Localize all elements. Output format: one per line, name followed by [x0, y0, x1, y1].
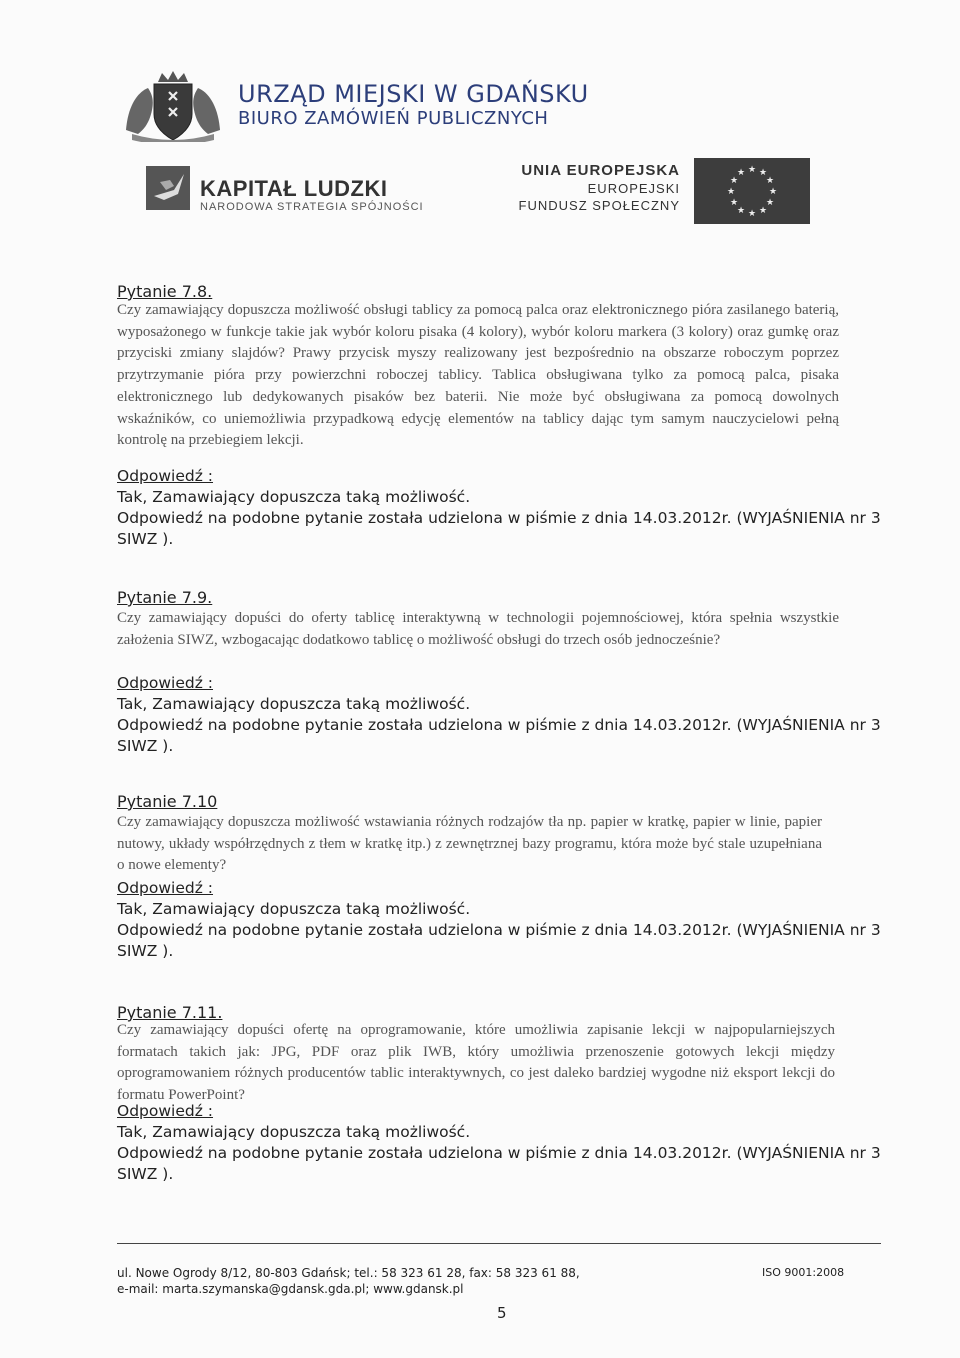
kapital-ludzki-title: KAPITAŁ LUDZKI: [200, 176, 388, 201]
footer-contact: e-mail: marta.szymanska@gdansk.gda.pl; www.gdansk.pl: [117, 1282, 464, 1296]
eu-union-label: UNIA EUROPEJSKA: [521, 162, 680, 179]
question-title: Pytanie 7.9.: [117, 588, 213, 607]
answer-block: [117, 466, 887, 550]
svg-text:★: ★: [765, 176, 775, 186]
answer-text: Tak, Zamawiający dopuszcza taką możliwość.: [117, 695, 471, 713]
kapital-ludzki-subtitle: NARODOWA STRATEGIA SPÓJNOŚCI: [200, 201, 424, 213]
answer-text: Tak, Zamawiający dopuszcza taką możliwość.: [117, 488, 471, 506]
question-text: Czy zamawiający dopuszcza możliwość obsługi tablicy za pomocą palca oraz elektronicznego pióra zasilanego baterią, wyposażonego w funkcje takie jak wybór koloru pisaka (4 kolory), wybór koloru markera (3 kolory) oraz gumkę oraz przyciski zmiany slajdów? Prawy przycisk myszy realizowany jest bezpośrednio na obszarze roboczym poprzez przytrzymanie pióra przy powierzchni roboczej tablicy. Tablica obsługiwana tylko za pomocą palca, pisaka elektronicznego lub dedykowanych pisaków bez baterii. Nie może być obsługiwana za pomocą dowolnych wskaźników, co uniemożliwia przypadkową edycję elementów na tablicy dając tym samym nauczycielowi pełną kontrolę na przebiegiem lekcji.: [117, 302, 839, 449]
svg-text:★: ★: [747, 209, 757, 219]
question-text: Czy zamawiający dopuści do oferty tablicę interaktywną w technologii pojemnościowej, która spełnia wszystkie założenia SIWZ, wzbogacając dodatkowo tablicę o możliwość obsługi do trzech osób jednocześnie?: [117, 610, 839, 648]
answer-label: Odpowiedź :: [117, 674, 214, 692]
iso-certificate: ISO 9001:2008: [762, 1266, 845, 1279]
answer-block: [117, 1101, 907, 1185]
svg-text:★: ★: [768, 187, 778, 197]
page-number: 5: [497, 1304, 507, 1322]
answer-reference: Odpowiedź na podobne pytanie została udzielona w piśmie z dnia 14.03.2012r. (WYJAŚNIENIA nr 3 SIWZ ).: [117, 716, 881, 755]
svg-text:★: ★: [729, 198, 739, 208]
svg-text:★: ★: [747, 165, 757, 175]
question-title: Pytanie 7.10: [117, 792, 218, 811]
eu-fund-label-2: FUNDUSZ SPOŁECZNY: [518, 198, 680, 213]
organization-name: URZĄD MIEJSKI W GDAŃSKU: [238, 80, 589, 108]
organization-department: BIURO ZAMÓWIEŃ PUBLICZNYCH: [238, 108, 549, 129]
eu-flag-icon: [694, 158, 810, 224]
answer-reference: Odpowiedź na podobne pytanie została udzielona w piśmie z dnia 14.03.2012r. (WYJAŚNIENIA nr 3 SIWZ ).: [117, 509, 881, 548]
answer-block: [117, 878, 887, 962]
footer-address: ul. Nowe Ogrody 8/12, 80-803 Gdańsk; tel.: 58 323 61 28, fax: 58 323 61 88,: [117, 1266, 580, 1280]
question-title: Pytanie 7.8.: [117, 282, 213, 301]
gdansk-coat-of-arms-logo: [118, 70, 228, 142]
question-text: Czy zamawiający dopuści ofertę na oprogramowanie, które umożliwia zapisanie lekcji w najpopularniejszych formatach takich jak: JPG, PDF oraz plik IWB, który umożliwia przenoszenie gotowych lekcji między oprogramowaniem różnych producentów tablic interaktywnych, co jest daleko bardziej wygodne niż eksport lekcji do formatu PowerPoint?: [117, 1022, 835, 1104]
svg-text:★: ★: [736, 206, 746, 216]
svg-text:★: ★: [729, 176, 739, 186]
svg-text:★: ★: [765, 198, 775, 208]
question-text: Czy zamawiający dopuszcza możliwość wstawiania różnych rodzajów tła np. papier w kratkę, papier w linie, papier nutowy, układy współrzędnych z tłem w kratkę itp.) z zewnętrznej bazy programu, która może być stale uzupełniana o nowe elementy?: [117, 814, 822, 874]
answer-label: Odpowiedź :: [117, 467, 214, 485]
svg-text:★: ★: [758, 206, 768, 216]
svg-text:★: ★: [736, 168, 746, 178]
question-title: Pytanie 7.11.: [117, 1003, 223, 1022]
answer-block: [117, 673, 887, 757]
svg-text:★: ★: [726, 187, 736, 197]
answer-text: Tak, Zamawiający dopuszcza taką możliwość.: [117, 1123, 471, 1141]
answer-reference: Odpowiedź na podobne pytanie została udzielona w piśmie z dnia 14.03.2012r. (WYJAŚNIENIA nr 3 SIWZ ).: [117, 921, 881, 960]
answer-label: Odpowiedź :: [117, 879, 214, 897]
svg-text:★: ★: [758, 168, 768, 178]
eu-fund-label-1: EUROPEJSKI: [587, 181, 680, 196]
kapital-ludzki-logo: [140, 160, 196, 216]
answer-text: Tak, Zamawiający dopuszcza taką możliwość.: [117, 900, 471, 918]
footer-divider: [117, 1243, 881, 1244]
eu-text-block: [470, 162, 680, 213]
answer-label: Odpowiedź :: [117, 1102, 214, 1120]
answer-reference: Odpowiedź na podobne pytanie została udzielona w piśmie z dnia 14.03.2012r. (WYJAŚNIENIA nr 3 SIWZ ).: [117, 1144, 881, 1183]
